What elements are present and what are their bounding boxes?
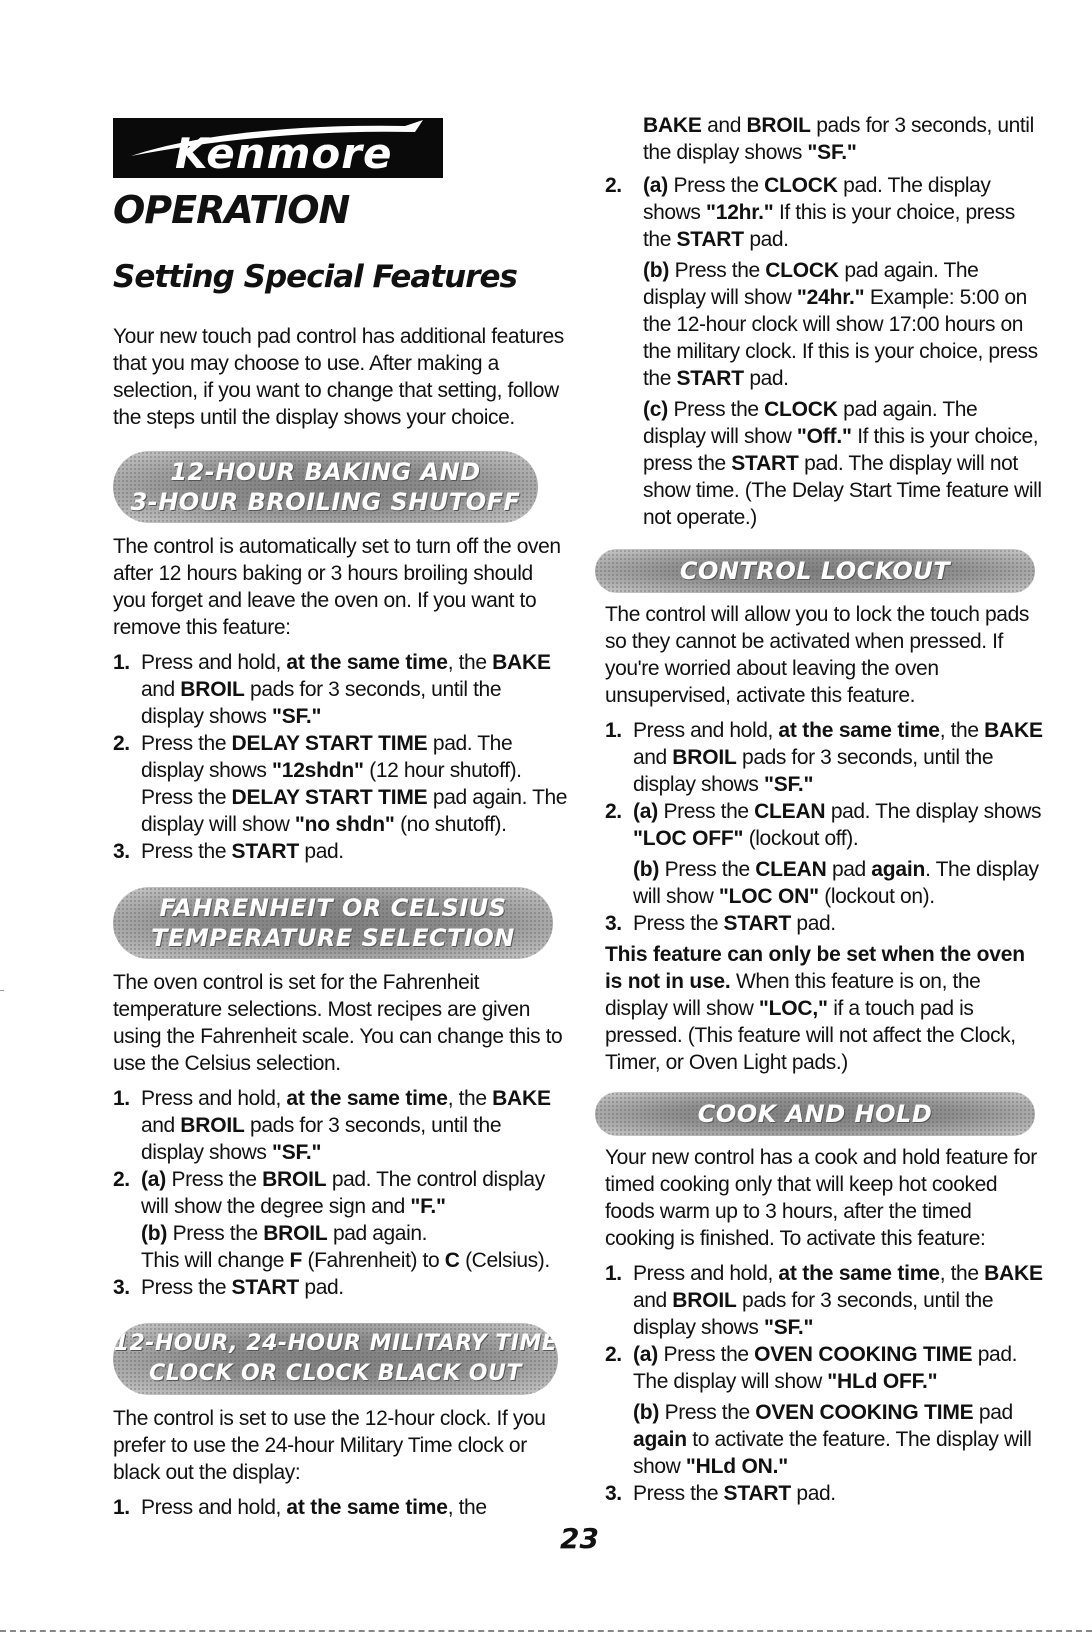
section-intro: The control is automatically set to turn off the oven after 12 hours baking or 3 hours broiling should you forget and leave the oven on. If you want to remove this feature:	[113, 535, 561, 640]
step-item: 1. Press and hold, at the same time, the BAKE and BROIL pads for 3 seconds, until the display shows "SF."	[113, 651, 551, 729]
step-item: 3. Press the START pad.	[605, 912, 836, 935]
step-item: 1. Press and hold, at the same time, the BAKE and BROIL pads for 3 seconds, until the display shows "SF."	[605, 1262, 1043, 1339]
steps-list	[113, 1494, 568, 1521]
page-title: OPERATION	[113, 188, 350, 232]
section-intro: The control will allow you to lock the touch pads so they cannot be activated when pressed. If you're worried about leaving the oven unsupervised, activate this feature.	[605, 603, 1029, 707]
steps-list	[113, 1085, 568, 1301]
kenmore-logo	[113, 118, 443, 178]
page-number: 23	[560, 1522, 599, 1555]
section-intro: The oven control is set for the Fahrenheit temperature selections. Most recipes are given using the Fahrenheit scale. You can change this to use the Celsius selection.	[113, 971, 563, 1076]
page-subtitle: Setting Special Features	[113, 259, 517, 296]
steps-list	[605, 172, 1045, 531]
banner-title: COOK AND HOLD	[697, 1100, 933, 1128]
step-item: 2. Press the DELAY START TIME pad. The display shows "12shdn" (12 hour shutoff). Press the DELAY START TIME pad again. The display will show "no shdn" (no shutoff).	[113, 732, 568, 837]
banner-title: CONTROL LOCKOUT	[679, 557, 951, 585]
step-item: 1. Press and hold, at the same time, the BAKE and BROIL pads for 3 seconds, until the display shows "SF."	[605, 719, 1043, 796]
bottom-border	[0, 1630, 1092, 1632]
section-banner-cook-hold	[595, 1092, 1035, 1136]
step-item: 3. Press the START pad.	[605, 1482, 836, 1505]
banner-title: 12-HOUR, 24-HOUR MILITARY TIME CLOCK OR CLOCK BLACK OUT	[113, 1331, 558, 1387]
margin-tick	[0, 990, 4, 991]
section-banner-lockout	[595, 549, 1035, 593]
steps-list	[113, 649, 568, 865]
clock-step1-continued: BAKE and BROIL pads for 3 seconds, until the display shows "SF."	[643, 114, 1034, 164]
step-item: 1. Press and hold, at the same time, the	[113, 1496, 487, 1520]
section-banner-temperature	[113, 887, 553, 959]
left-column	[113, 118, 568, 1521]
brand-name: Kenmore	[175, 129, 393, 178]
step-item: 3. Press the START pad.	[113, 1276, 344, 1300]
steps-list	[605, 717, 1045, 937]
step-item: 2. (a) Press the CLEAN pad. The display shows "LOC OFF" (lockout off). (b) Press the CLEAN pad again. The display will show "LOC ON" (lockout on).	[605, 800, 1042, 908]
step-item: 2. (a) Press the OVEN COOKING TIME pad. The display will show "HLd OFF." (b) Press the OVEN COOKING TIME pad again to activate the feature. The display will show "HLd ON."	[605, 1343, 1032, 1478]
section-banner-shutoff	[113, 451, 538, 523]
banner-title: 12-HOUR BAKING AND 3-HOUR BROILING SHUTOFF	[130, 458, 521, 517]
lockout-note: This feature can only be set when the oven is not in use. When this feature is on, the display will show "LOC," if a touch pad is pressed. (This feature will not affect the Clock, Timer, or Oven Light pads.)	[605, 943, 1025, 1074]
step-item: 2. (a) Press the BROIL pad. The control display will show the degree sign and "F." (b) Press the BROIL pad again. This will change F (Fahrenheit) to C (Celsius).	[113, 1168, 550, 1273]
right-column	[605, 112, 1045, 1507]
section-intro: Your new control has a cook and hold feature for timed cooking only that will keep hot cooked foods warm up to 3 hours, after the timed cooking is finished. To activate this feature:	[605, 1146, 1037, 1250]
step-item: 1. Press and hold, at the same time, the BAKE and BROIL pads for 3 seconds, until the display shows "SF."	[113, 1087, 551, 1165]
step-item: 3. Press the START pad.	[113, 840, 344, 864]
banner-title: FAHRENHEIT OR CELSIUS TEMPERATURE SELECTION	[151, 894, 515, 953]
step-item: 2. (a) Press the CLOCK pad. The display shows "12hr." If this is your choice, press the START pad. (b) Press the CLOCK pad again. The display will show "24hr." Example: 5:00 on the 12-hour clock will show 17:00 hours on the military clock. If this is your choice, press the START pad. (c) Press the CLOCK pad again. The display will show "Off." If this is your choice, press the START pad. The display will not show time. (The Delay Start Time feature will not operate.)	[605, 174, 1042, 529]
intro-paragraph: Your new touch pad control has additional features that you may choose to use. After making a selection, if you want to change that setting, follow the steps until the display shows your choice.	[113, 325, 564, 430]
steps-list	[605, 1260, 1045, 1507]
section-intro: The control is set to use the 12-hour clock. If you prefer to use the 24-hour Military Time clock or black out the display:	[113, 1407, 546, 1485]
section-banner-clock	[113, 1323, 558, 1395]
